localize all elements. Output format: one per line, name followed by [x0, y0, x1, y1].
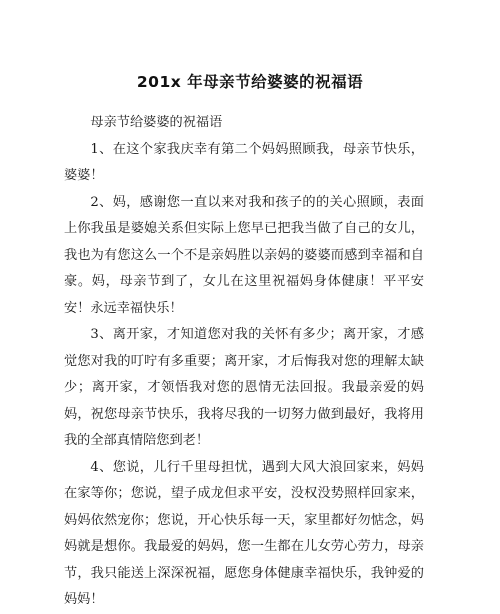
paragraph-2: 2、妈，感谢您一直以来对我和孩子的的关心照顾，表面上你我虽是婆媳关系但实际上您早已把我当做了自己的女儿，我也为有您这么一个不是亲妈胜以亲妈的婆婆而感到幸福和自豪。妈，母亲节到了，女儿在这里祝福妈身体健康！平平安安！永远幸福快乐！	[64, 194, 424, 316]
paragraph-4: 4、您说，儿行千里母担忧，遇到大风大浪回家来，妈妈在家等你；您说，望子成龙但求平安，没权没势照样回家来，妈妈依然宠你；您说，开心快乐每一天，家里都好勿惦念，妈妈就是想你。我最爱的妈妈，您一生都在儿女劳心劳力，母亲节，我只能送上深深祝福，愿您身体健康幸福快乐，我钟爱的妈妈！	[64, 459, 424, 607]
paragraph-1: 1、在这个家我庆幸有第二个妈妈照顾我，母亲节快乐，婆婆！	[64, 141, 424, 183]
paragraph-subheading: 母亲节给婆婆的祝福语	[90, 115, 223, 130]
document-title: 201x 年母亲节给婆婆的祝福语	[136, 73, 364, 91]
paragraph-3: 3、离开家，才知道您对我的关怀有多少；离开家，才感觉您对我的叮咛有多重要；离开家，才后悔我对您的理解太缺少；离开家，才领悟我对您的恩情无法回报。我最亲爱的妈妈，祝您母亲节快乐，我将尽我的一切努力做到最好，我将用我的全部真情陪您到老！	[64, 327, 424, 448]
document-body	[64, 110, 424, 614]
